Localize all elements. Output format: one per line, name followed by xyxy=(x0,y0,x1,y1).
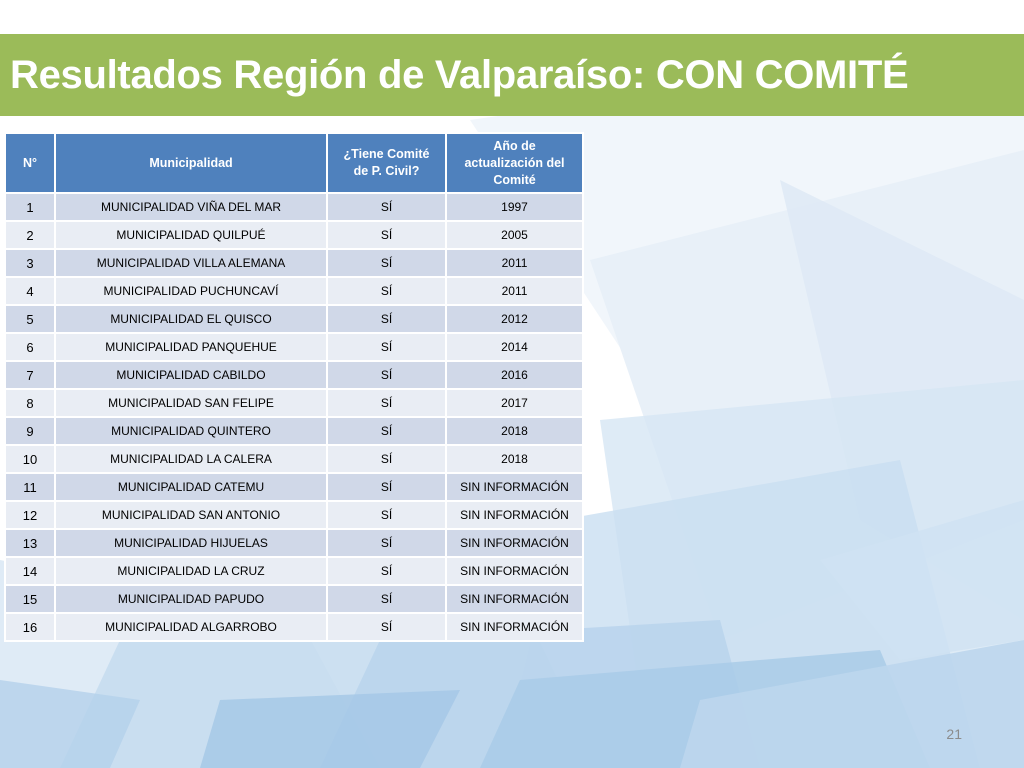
table-body xyxy=(5,193,583,641)
title-bar xyxy=(0,34,1024,116)
cell-num: 12 xyxy=(5,501,55,529)
cell-ano: SIN INFORMACIÓN xyxy=(446,529,583,557)
cell-num: 4 xyxy=(5,277,55,305)
cell-municipalidad: MUNICIPALIDAD VILLA ALEMANA xyxy=(55,249,327,277)
cell-num: 13 xyxy=(5,529,55,557)
table-row xyxy=(5,445,583,473)
cell-num: 5 xyxy=(5,305,55,333)
cell-municipalidad: MUNICIPALIDAD PAPUDO xyxy=(55,585,327,613)
table-row xyxy=(5,613,583,641)
cell-num: 7 xyxy=(5,361,55,389)
cell-num: 15 xyxy=(5,585,55,613)
table-row xyxy=(5,277,583,305)
cell-municipalidad: MUNICIPALIDAD SAN FELIPE xyxy=(55,389,327,417)
cell-ano: 2014 xyxy=(446,333,583,361)
cell-comite: SÍ xyxy=(327,529,446,557)
cell-ano: 2011 xyxy=(446,249,583,277)
header-ano xyxy=(446,133,583,193)
cell-municipalidad: MUNICIPALIDAD CABILDO xyxy=(55,361,327,389)
cell-municipalidad: MUNICIPALIDAD CATEMU xyxy=(55,473,327,501)
cell-municipalidad: MUNICIPALIDAD VIÑA DEL MAR xyxy=(55,193,327,221)
cell-num: 11 xyxy=(5,473,55,501)
cell-municipalidad: MUNICIPALIDAD QUILPUÉ xyxy=(55,221,327,249)
cell-comite: SÍ xyxy=(327,473,446,501)
cell-municipalidad: MUNICIPALIDAD PANQUEHUE xyxy=(55,333,327,361)
cell-comite: SÍ xyxy=(327,305,446,333)
cell-ano: 2018 xyxy=(446,417,583,445)
cell-comite: SÍ xyxy=(327,389,446,417)
table-row xyxy=(5,417,583,445)
cell-comite: SÍ xyxy=(327,585,446,613)
cell-ano: 2016 xyxy=(446,361,583,389)
table-row xyxy=(5,249,583,277)
cell-comite: SÍ xyxy=(327,193,446,221)
cell-num: 9 xyxy=(5,417,55,445)
table-row xyxy=(5,193,583,221)
cell-num: 3 xyxy=(5,249,55,277)
cell-comite: SÍ xyxy=(327,557,446,585)
table-row xyxy=(5,473,583,501)
cell-num: 10 xyxy=(5,445,55,473)
cell-municipalidad: MUNICIPALIDAD LA CALERA xyxy=(55,445,327,473)
header-municipalidad: Municipalidad xyxy=(55,133,327,193)
cell-num: 2 xyxy=(5,221,55,249)
cell-municipalidad: MUNICIPALIDAD PUCHUNCAVÍ xyxy=(55,277,327,305)
cell-ano: 2017 xyxy=(446,389,583,417)
header-comite-label: ¿Tiene Comité de P. Civil? xyxy=(343,147,430,178)
cell-ano: SIN INFORMACIÓN xyxy=(446,613,583,641)
table-row xyxy=(5,557,583,585)
header-num: N° xyxy=(5,133,55,193)
slide-title: Resultados Región de Valparaíso: CON COMITÉ xyxy=(10,52,909,97)
header-comite xyxy=(327,133,446,193)
cell-num: 14 xyxy=(5,557,55,585)
table-row xyxy=(5,389,583,417)
cell-comite: SÍ xyxy=(327,221,446,249)
results-table xyxy=(4,132,584,642)
cell-ano: 2005 xyxy=(446,221,583,249)
cell-comite: SÍ xyxy=(327,445,446,473)
header-ano-label: Año de actualización del Comité xyxy=(464,138,565,187)
cell-num: 8 xyxy=(5,389,55,417)
cell-ano: 2018 xyxy=(446,445,583,473)
cell-ano: SIN INFORMACIÓN xyxy=(446,501,583,529)
cell-municipalidad: MUNICIPALIDAD ALGARROBO xyxy=(55,613,327,641)
cell-ano: 1997 xyxy=(446,193,583,221)
cell-comite: SÍ xyxy=(327,417,446,445)
cell-comite: SÍ xyxy=(327,249,446,277)
table-row xyxy=(5,305,583,333)
page-number: 21 xyxy=(946,726,962,742)
table-row xyxy=(5,333,583,361)
table-row xyxy=(5,221,583,249)
cell-municipalidad: MUNICIPALIDAD LA CRUZ xyxy=(55,557,327,585)
table-row xyxy=(5,529,583,557)
cell-municipalidad: MUNICIPALIDAD SAN ANTONIO xyxy=(55,501,327,529)
table-row xyxy=(5,501,583,529)
cell-ano: 2011 xyxy=(446,277,583,305)
table-row xyxy=(5,585,583,613)
cell-comite: SÍ xyxy=(327,333,446,361)
cell-ano: 2012 xyxy=(446,305,583,333)
cell-comite: SÍ xyxy=(327,501,446,529)
cell-num: 16 xyxy=(5,613,55,641)
cell-ano: SIN INFORMACIÓN xyxy=(446,557,583,585)
cell-num: 1 xyxy=(5,193,55,221)
cell-comite: SÍ xyxy=(327,613,446,641)
cell-ano: SIN INFORMACIÓN xyxy=(446,585,583,613)
cell-ano: SIN INFORMACIÓN xyxy=(446,473,583,501)
cell-municipalidad: MUNICIPALIDAD EL QUISCO xyxy=(55,305,327,333)
cell-comite: SÍ xyxy=(327,361,446,389)
cell-num: 6 xyxy=(5,333,55,361)
cell-municipalidad: MUNICIPALIDAD QUINTERO xyxy=(55,417,327,445)
table-header xyxy=(5,133,583,193)
cell-municipalidad: MUNICIPALIDAD HIJUELAS xyxy=(55,529,327,557)
table-row xyxy=(5,361,583,389)
cell-comite: SÍ xyxy=(327,277,446,305)
